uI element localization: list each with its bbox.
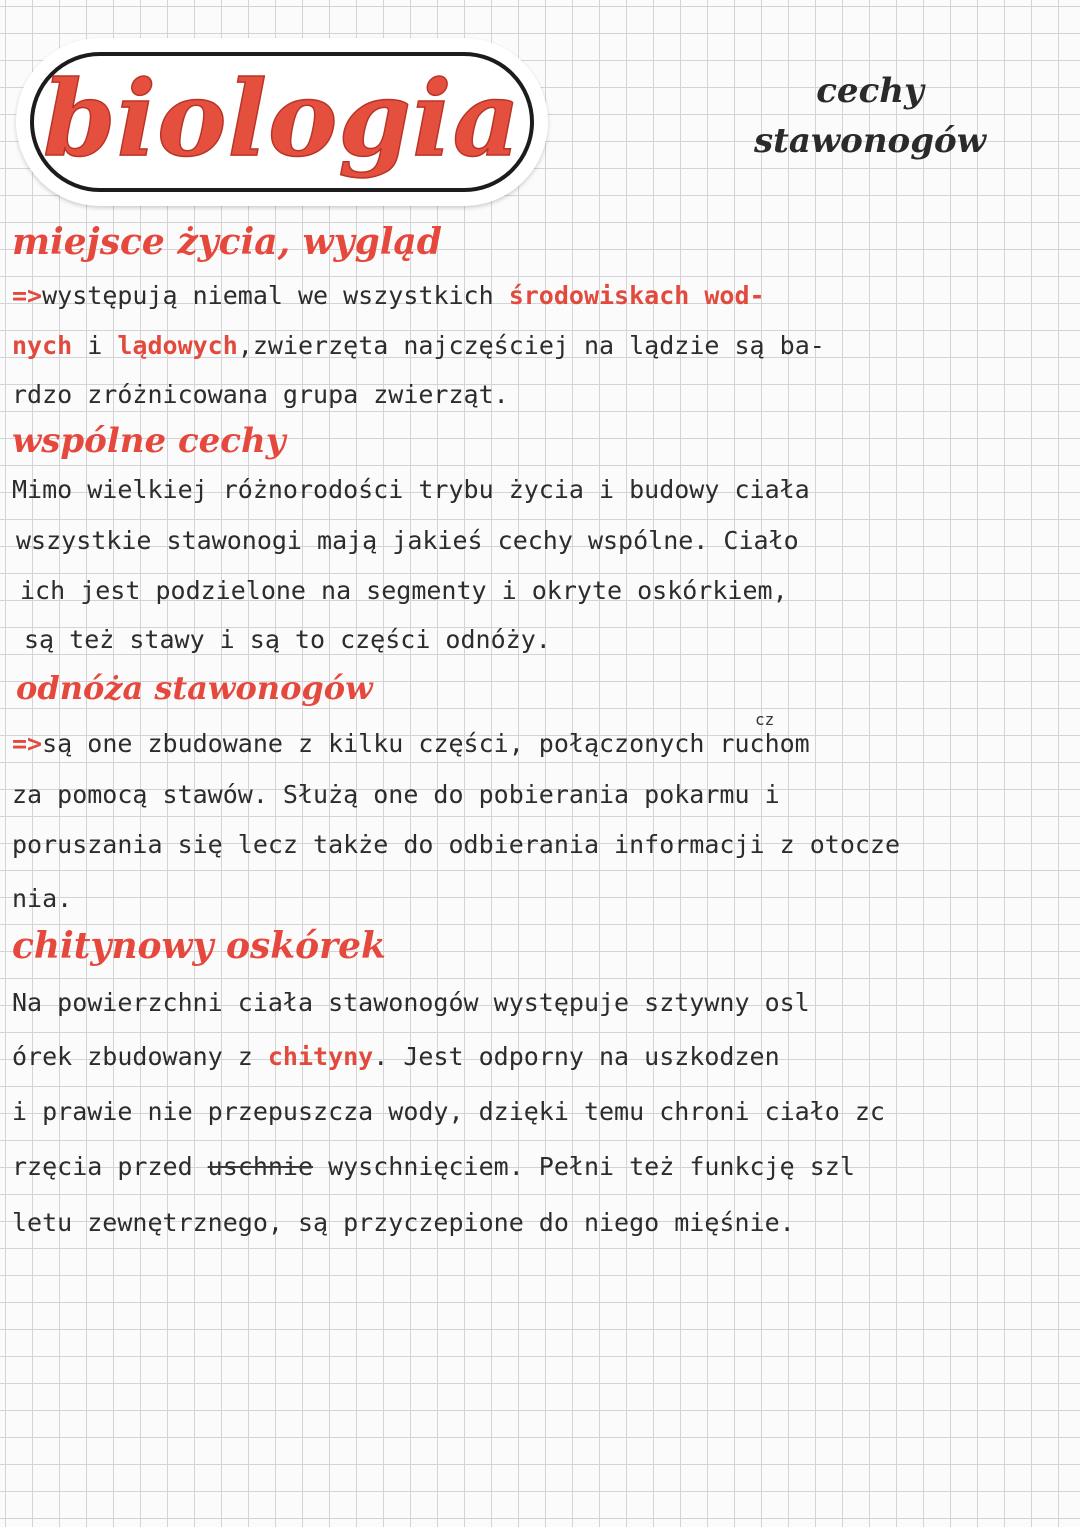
topic-title	[690, 66, 1050, 166]
title-sticker-outline	[30, 52, 534, 192]
highlight-term: nych	[12, 331, 73, 360]
text-line: rdzo zróżnicowana grupa zwierząt.	[12, 380, 509, 409]
text-line: wszystkie stawonogi mają jakieś cechy wspólne. Ciało	[16, 526, 799, 555]
text-line	[12, 283, 765, 308]
text-span: . Jest odporny na uszkodzen	[373, 1042, 780, 1071]
text-span: i	[72, 331, 118, 360]
arrow-icon: =>	[12, 729, 43, 758]
text-line: za pomocą stawów. Służą one do pobierania pokarmu i	[12, 780, 780, 809]
heading-common-features: wspólne cechy	[12, 421, 286, 461]
highlight-term: chityny	[267, 1042, 374, 1071]
arrow-icon: =>	[12, 281, 43, 310]
text-line	[12, 1044, 780, 1069]
text-line	[12, 1154, 855, 1179]
text-span: ,zwierzęta najczęściej na lądzie są ba-	[237, 331, 825, 360]
heading-chitin-cuticle: chitynowy oskórek	[12, 925, 386, 967]
text-span: rzęcia przed	[12, 1152, 208, 1181]
text-span: są one zbudowane z kilku części, połączonych ruchom	[42, 729, 810, 758]
highlight-term: środowiskach wod-	[508, 281, 765, 310]
text-line: ich jest podzielone na segmenty i okryte oskórkiem,	[20, 576, 788, 605]
heading-habitat: miejsce życia, wygląd	[12, 221, 442, 263]
topic-line-2: stawonogów	[754, 121, 986, 161]
text-line: Na powierzchni ciała stawonogów występuje sztywny osl	[12, 988, 810, 1017]
text-line: Mimo wielkiej różnorodości trybu życia i budowy ciała	[12, 475, 810, 504]
correction-note: cz	[755, 710, 775, 729]
highlight-term: lądowych	[117, 331, 238, 360]
title-sticker	[16, 38, 548, 206]
text-span: órek zbudowany z	[12, 1042, 268, 1071]
text-line: letu zewnętrznego, są przyczepione do niego mięśnie.	[12, 1208, 795, 1237]
text-line: poruszania się lecz także do odbierania informacji z otocze	[12, 830, 901, 859]
text-line: są też stawy i są to części odnóży.	[24, 625, 551, 654]
text-span: występują niemal we wszystkich	[42, 281, 509, 310]
text-line	[12, 731, 810, 756]
text-line	[12, 333, 825, 358]
topic-line-1: cechy	[816, 71, 924, 111]
text-line: nia.	[12, 884, 73, 913]
text-line: i prawie nie przepuszcza wody, dzięki temu chroni ciało zc	[12, 1097, 885, 1126]
crossed-out-word: uschnie	[207, 1152, 314, 1181]
text-span: wyschnięciem. Pełni też funkcję szl	[313, 1152, 855, 1181]
page-title: biologia	[42, 57, 522, 180]
heading-limbs: odnóża stawonogów	[16, 669, 373, 707]
